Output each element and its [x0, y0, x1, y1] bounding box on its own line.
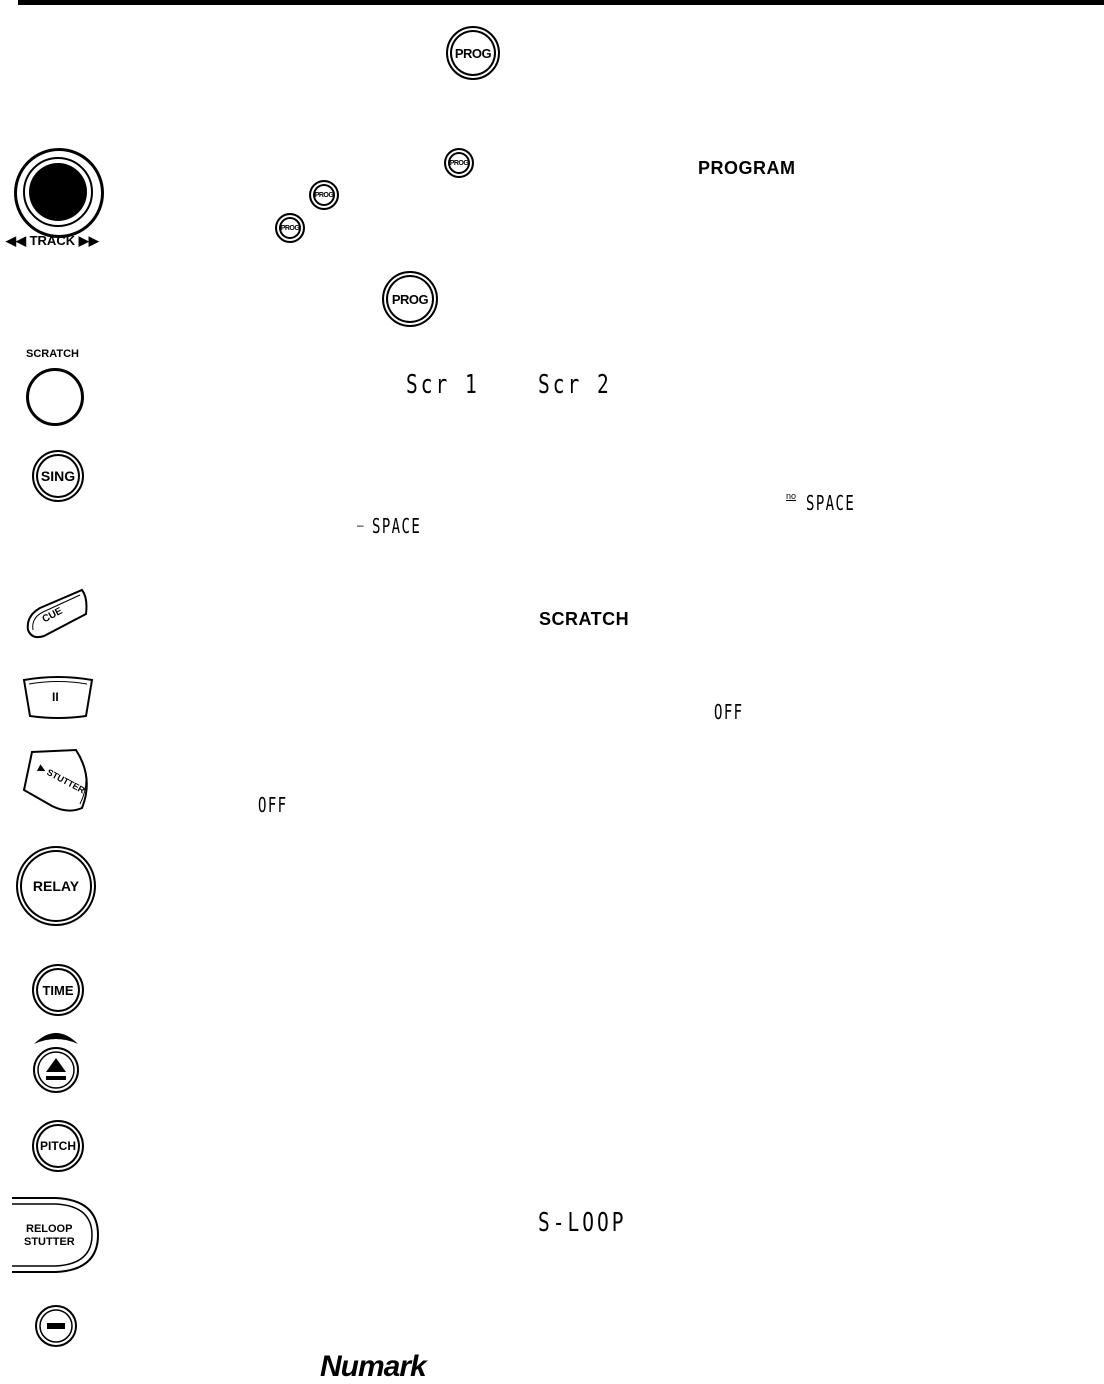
prog-icon-small-label: PROG: [449, 159, 469, 167]
time-button[interactable]: [32, 964, 84, 1016]
lcd-no-space: SPACE: [806, 491, 856, 515]
lcd-space-prefix: –: [357, 518, 364, 532]
prog-button[interactable]: [446, 26, 500, 80]
lcd-off: OFF: [258, 793, 288, 817]
play-stutter-button[interactable]: [22, 748, 94, 816]
minus-icon: [34, 1304, 78, 1348]
prog-button-label: PROG: [391, 291, 429, 307]
play-stutter-label: ▶ STUTTER: [36, 762, 87, 796]
prog-icon-small-label: PROG: [314, 191, 334, 199]
track-knob[interactable]: [14, 148, 104, 238]
relay-button-label: RELAY: [32, 878, 80, 894]
lcd-scr2: Scr 2: [538, 370, 612, 400]
eject-icon: [30, 1024, 82, 1094]
sing-button-label: SING: [40, 468, 76, 484]
pause-button-label: II: [52, 690, 59, 704]
reloop-label: RELOOP: [26, 1223, 73, 1235]
prog-icon-small: [275, 213, 305, 243]
track-label: ◀◀ TRACK ▶▶: [6, 233, 99, 248]
lcd-scr1: Scr 1: [406, 370, 480, 400]
pitch-button[interactable]: [32, 1120, 84, 1172]
eject-button[interactable]: [30, 1024, 82, 1094]
prog-icon-small: [309, 180, 339, 210]
scratch-button-label: SCRATCH: [26, 348, 79, 360]
lcd-space: SPACE: [372, 514, 422, 538]
minus-button[interactable]: [34, 1304, 78, 1348]
stutter-label: STUTTER: [24, 1236, 75, 1248]
program-label: PROGRAM: [698, 158, 796, 178]
scratch-button[interactable]: [26, 368, 84, 426]
cue-button-label: CUE: [40, 605, 65, 626]
numark-logo: Numark: [320, 1350, 426, 1383]
scratch-label: SCRATCH: [539, 609, 630, 629]
lcd-sloop: S-LOOP: [538, 1208, 627, 1238]
reloop-stutter-button[interactable]: [12, 1196, 100, 1274]
sing-button[interactable]: [32, 450, 84, 502]
prog-icon-small-label: PROG: [280, 224, 300, 232]
time-button-label: TIME: [42, 982, 74, 998]
lcd-no-prefix: no: [786, 491, 797, 501]
cue-button[interactable]: [24, 588, 90, 648]
prog-button-label: PROG: [454, 45, 492, 61]
prog-button[interactable]: [382, 271, 438, 327]
prog-icon-small: [444, 148, 474, 178]
pitch-button-label: PITCH: [40, 1139, 76, 1153]
lcd-off: OFF: [714, 700, 744, 724]
top-rule: [18, 0, 1104, 5]
pause-button[interactable]: [22, 676, 94, 720]
relay-button[interactable]: [16, 846, 96, 926]
